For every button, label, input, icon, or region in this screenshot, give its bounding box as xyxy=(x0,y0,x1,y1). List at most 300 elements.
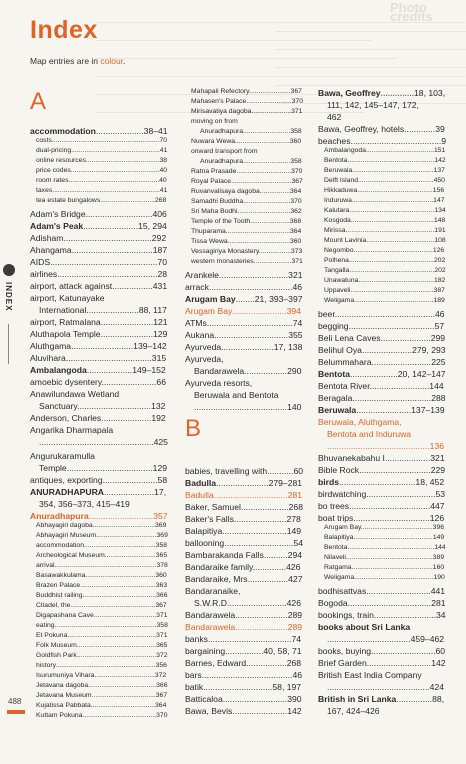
leader-dots: ........................... xyxy=(104,552,156,559)
entry-term: Bandarawela xyxy=(185,622,236,632)
index-entry xyxy=(39,499,130,509)
index-subentry xyxy=(324,544,446,551)
leader-dots: .......................... xyxy=(373,610,436,620)
index-subentry xyxy=(36,137,167,144)
index-entry xyxy=(185,526,301,536)
index-subentry xyxy=(324,177,445,184)
leader-dots: ................. xyxy=(246,658,287,668)
leader-dots: .................................... xyxy=(66,463,153,473)
entry-term: Beruwala xyxy=(324,167,353,174)
page-reference: 225 xyxy=(431,357,446,367)
index-subentry xyxy=(324,167,445,174)
entry-term: Bambarakanda Falls xyxy=(185,550,264,560)
entry-term: Nilaveli xyxy=(324,554,346,561)
page-reference: 372 xyxy=(154,672,167,679)
entry-term: room rates xyxy=(36,177,69,184)
page-reference: 268 xyxy=(155,197,167,204)
leader-dots: .................................... xyxy=(65,353,152,363)
entry-term: Bible Rock xyxy=(318,465,360,475)
ghost-title: Photo credits xyxy=(390,0,433,24)
leader-dots: ...................................... xyxy=(83,542,156,549)
index-entry xyxy=(30,293,105,303)
leader-dots: ......................... xyxy=(371,357,432,367)
leader-dots: .......................................... xyxy=(353,247,433,254)
entry-term: Angarika Dharmapala xyxy=(30,425,114,435)
leader-dots: .......................................... xyxy=(76,642,157,649)
entry-term: beer xyxy=(318,309,335,319)
entry-term: begging xyxy=(318,321,349,331)
page-reference: 372 xyxy=(156,652,168,659)
index-subentry xyxy=(324,257,445,264)
entry-term: airport, Ratmalana xyxy=(30,317,101,327)
entry-term: Anuradhapura xyxy=(200,128,244,135)
leader-dots: .......................................... xyxy=(353,534,433,541)
leader-dots: .............................. xyxy=(359,465,431,475)
entry-term: tea estate bungalows xyxy=(36,197,101,204)
leader-dots: ...................... xyxy=(100,329,154,339)
page-reference: 121 xyxy=(153,317,168,327)
ghost-line xyxy=(275,49,466,50)
index-entry xyxy=(30,425,113,435)
page-reference: 360 xyxy=(289,138,302,145)
page-reference: 371 xyxy=(291,258,303,265)
index-entry xyxy=(318,309,445,319)
entry-term: Badulla xyxy=(185,490,214,500)
page-reference: 321 xyxy=(288,270,303,280)
page-reference: 358 xyxy=(155,542,168,549)
index-subentry xyxy=(191,168,302,175)
entry-term: Ratgama xyxy=(324,564,352,571)
leader-dots: ............................................. xyxy=(349,267,435,274)
page-reference: 370 xyxy=(291,168,303,175)
entry-term: Balapitiya xyxy=(185,526,223,536)
index-subentry xyxy=(36,612,168,619)
index-entry xyxy=(39,305,167,315)
entry-term: British in Sri Lanka xyxy=(318,694,397,704)
index-entry xyxy=(185,682,301,692)
index-subentry xyxy=(36,712,167,719)
leader-dots: ................ xyxy=(259,188,290,195)
entry-term: Negombo xyxy=(324,247,354,254)
page-reference: 366 xyxy=(156,592,168,599)
page-reference: 202 xyxy=(434,267,446,274)
entry-term: ANURADHAPURA xyxy=(30,487,104,497)
map-entries-note xyxy=(30,56,125,66)
leader-dots: ............................................. xyxy=(50,257,158,267)
index-entry xyxy=(39,463,167,473)
leader-dots: ............................. xyxy=(218,270,289,280)
index-subentry xyxy=(36,592,167,599)
index-subentry xyxy=(36,622,168,629)
entry-term: International xyxy=(39,305,87,315)
entry-term: Buddhist railing xyxy=(36,592,83,599)
page-reference: 360 xyxy=(155,572,167,579)
entry-term: Archeological Museum xyxy=(36,552,105,559)
page-reference: 459–462 xyxy=(410,634,445,644)
index-subentry xyxy=(36,157,167,164)
entry-term: accommodation xyxy=(30,126,96,136)
entry-term: Bhuvanekabahu I xyxy=(318,453,385,463)
page-reference: 46 xyxy=(292,282,303,292)
entry-term: Brazen Palace xyxy=(36,582,81,589)
index-entry xyxy=(185,466,303,476)
entry-term: Temple xyxy=(39,463,67,473)
leader-dots: ....................................... xyxy=(82,712,157,719)
leader-dots: ................. xyxy=(258,248,291,255)
index-subentry xyxy=(36,197,166,204)
index-entry xyxy=(318,124,445,134)
entry-term: Beruwala, Aluthgama, xyxy=(318,417,402,427)
index-entry xyxy=(185,610,302,620)
index-entry xyxy=(185,354,224,364)
leader-dots: ................................ xyxy=(96,532,157,539)
leader-dots: ............................. xyxy=(235,138,290,145)
entry-term: Ambalangoda xyxy=(324,147,366,154)
page-number: 488 xyxy=(8,697,22,706)
entry-term: babies, travelling with xyxy=(185,466,268,476)
entry-term: Kalutara xyxy=(324,207,350,214)
leader-dots: .................................. xyxy=(225,228,290,235)
leader-dots: .......................................... xyxy=(57,269,158,279)
leader-dots: ......................... xyxy=(243,198,291,205)
index-entry xyxy=(318,381,444,391)
index-entry xyxy=(318,321,444,331)
entry-term: Weligama xyxy=(324,297,355,304)
entry-term: Folk Museum xyxy=(36,642,77,649)
leader-dots: ............................. xyxy=(224,538,294,548)
index-entry xyxy=(318,501,445,511)
ghost-line xyxy=(95,22,465,23)
entry-term: onward transport from xyxy=(191,148,258,155)
leader-dots: ..................... xyxy=(380,333,431,343)
entry-term: Arugam Bay xyxy=(185,294,236,304)
note-colour-word: colour xyxy=(100,56,124,66)
leader-dots: ............................................... xyxy=(67,632,157,639)
page-reference: 156 xyxy=(432,187,445,194)
entry-term: Mirissa xyxy=(324,227,346,234)
page-reference: 144 xyxy=(429,381,444,391)
leader-dots: ......................................................... xyxy=(51,137,160,144)
entry-term: Bentota xyxy=(318,369,350,379)
index-entry xyxy=(185,574,303,584)
page-reference: 134 xyxy=(434,207,446,214)
index-subentry xyxy=(324,277,445,284)
leader-dots: ....................... xyxy=(101,377,157,387)
note-period: . xyxy=(123,56,126,66)
leader-dots: ........................... xyxy=(222,694,288,704)
index-entry xyxy=(318,405,445,415)
index-subentry xyxy=(36,652,167,659)
index-subentry xyxy=(324,227,446,234)
entry-term: Brief Garden xyxy=(318,658,367,668)
index-entry xyxy=(185,622,302,632)
page-reference: 132 xyxy=(151,401,166,411)
entry-term: Samadhi Buddha xyxy=(191,198,244,205)
leader-dots: ........................................ xyxy=(80,582,156,589)
entry-term: birds xyxy=(318,477,340,487)
page-reference: 18, 103, xyxy=(414,88,446,98)
page-reference: 426 xyxy=(286,562,301,572)
page-reference: 21, 393–397 xyxy=(254,294,303,304)
leader-dots: .................................. xyxy=(90,702,156,709)
leader-dots: ........ xyxy=(235,294,255,304)
page-reference: 160 xyxy=(432,564,445,571)
index-entry xyxy=(185,538,303,548)
entry-term: Bentota xyxy=(324,544,348,551)
page-reference: 367 xyxy=(290,88,302,95)
index-subentry xyxy=(191,118,238,125)
entry-term: Bawa, Geoffrey, hotels xyxy=(318,124,405,134)
index-subentry xyxy=(191,188,301,195)
entry-term: boat trips xyxy=(318,513,354,523)
page-reference: 364 xyxy=(155,702,167,709)
leader-dots: .................................... xyxy=(365,147,434,154)
page-reference: 18, 452 xyxy=(415,477,445,487)
leader-dots: ............................... xyxy=(214,330,289,340)
page-reference: 292 xyxy=(151,233,167,243)
page-reference: 370 xyxy=(291,98,303,105)
leader-dots: ................................. xyxy=(93,612,157,619)
entry-term: AIDS xyxy=(30,257,51,267)
leader-dots: .......................................... xyxy=(76,652,157,659)
leader-dots: ..................... xyxy=(104,487,155,497)
page-reference: 289 xyxy=(287,610,303,620)
page-reference: 39 xyxy=(435,124,445,134)
page-reference: 182 xyxy=(433,277,446,284)
page-reference: 149 xyxy=(286,526,302,536)
leader-dots: ...................... xyxy=(235,622,288,632)
leader-dots: ....................... xyxy=(231,306,287,316)
index-subentry xyxy=(36,167,167,174)
entry-term: Thuparama xyxy=(191,228,226,235)
entry-term: Ruvanvalisaya dagoba xyxy=(191,188,260,195)
entry-term: bars xyxy=(185,670,202,680)
leader-dots: ................ xyxy=(225,646,264,656)
leader-dots: ...................................... xyxy=(360,524,433,531)
page-reference: 9 xyxy=(441,136,447,146)
entry-term: Beli Lena Caves xyxy=(318,333,381,343)
leader-dots: ........................... xyxy=(222,526,287,536)
leader-dots: ...................................... xyxy=(201,670,293,680)
leader-dots: ...................... xyxy=(100,317,154,327)
page-reference: 387 xyxy=(433,287,445,294)
index-entry xyxy=(185,270,303,280)
index-entry xyxy=(318,622,410,632)
leader-dots: ......................................................... xyxy=(52,187,160,194)
page-reference: 363 xyxy=(155,582,168,589)
leader-dots: ..................................... xyxy=(63,233,152,243)
index-subentry xyxy=(324,187,444,194)
page-reference: 356 xyxy=(155,662,167,669)
leader-dots: ................................... xyxy=(327,634,411,644)
page-reference: 126 xyxy=(432,247,445,254)
index-entry xyxy=(30,329,167,339)
page-reference: 365 xyxy=(156,642,168,649)
index-subentry xyxy=(36,542,167,549)
ghost-line xyxy=(275,85,466,86)
index-entry xyxy=(185,282,302,292)
index-subentry xyxy=(191,228,301,235)
entry-term: Aluvihara xyxy=(30,353,66,363)
page-reference: 17, 138 xyxy=(273,342,303,352)
leader-dots: ................. xyxy=(112,281,153,291)
entry-term: books about Sri Lanka xyxy=(318,622,411,632)
entry-term: Batticaloa xyxy=(185,694,223,704)
entry-term: Uppaveli xyxy=(324,287,351,294)
page-reference: 129 xyxy=(153,329,168,339)
index-subentry xyxy=(36,572,167,579)
entry-term: birdwatching xyxy=(318,489,367,499)
leader-dots: ...................................... xyxy=(350,136,442,146)
index-entry xyxy=(194,390,279,400)
page-reference: 367 xyxy=(291,178,303,185)
entry-term: British East India Company xyxy=(318,670,422,680)
page-reference: 41 xyxy=(159,187,168,194)
leader-dots: ............................. xyxy=(100,197,156,204)
index-entry xyxy=(185,490,302,500)
page-reference: 281 xyxy=(287,490,303,500)
entry-term: Bentota and Induruwa xyxy=(327,429,412,439)
index-subentry xyxy=(36,642,167,649)
entry-term: ATMs xyxy=(185,318,207,328)
index-entry xyxy=(30,257,167,267)
entry-term: Baker, Samuel xyxy=(185,502,241,512)
entry-term: Royal Palace xyxy=(191,178,232,185)
leader-dots: ................................. xyxy=(92,522,156,529)
page-reference: 142 xyxy=(431,658,446,668)
leader-dots: .............. xyxy=(380,88,415,98)
entry-term: Arugam Bay xyxy=(185,306,232,316)
page-reference: 358 xyxy=(290,158,302,165)
page-reference: 142 xyxy=(434,157,446,164)
page-reference: 371 xyxy=(291,108,303,115)
entry-term: Induruwa xyxy=(324,197,352,204)
page-reference: 88, xyxy=(432,694,445,704)
entry-term: Kujatissa Pabbata xyxy=(36,702,91,709)
leader-dots: ........................................... xyxy=(327,441,430,451)
index-subentry xyxy=(36,562,168,569)
leader-dots: ................................ xyxy=(353,513,430,523)
entry-term: Anawilundawa Wetland xyxy=(30,389,120,399)
entry-term: banks xyxy=(185,634,208,644)
leader-dots: ................................. xyxy=(352,393,432,403)
leader-dots: ..................... xyxy=(101,413,152,423)
index-subentry xyxy=(324,287,445,294)
leader-dots: ........................................ xyxy=(358,277,434,284)
page-reference: 136 xyxy=(429,441,445,451)
index-subentry xyxy=(324,524,444,531)
entry-term: Ayurveda xyxy=(185,342,222,352)
leader-dots: ................. xyxy=(247,574,289,584)
entry-term: books, buying xyxy=(318,646,372,656)
index-entry xyxy=(327,441,444,451)
entry-term: Beruwala xyxy=(318,405,357,415)
index-subentry xyxy=(191,238,301,245)
page-reference: 137–139 xyxy=(411,405,445,415)
entry-term: Badulla xyxy=(185,478,217,488)
page-reference: 447 xyxy=(430,501,445,511)
index-subentry xyxy=(191,208,302,215)
section-tab xyxy=(3,264,15,312)
section-letter: B xyxy=(185,415,202,442)
entry-term: Bawa, Geoffrey xyxy=(318,88,381,98)
page-reference: 321 xyxy=(430,453,445,463)
index-entry xyxy=(318,610,446,620)
index-subentry xyxy=(324,217,445,224)
entry-term: Citadel, the xyxy=(36,602,71,609)
leader-dots: ............................... xyxy=(77,401,152,411)
index-subentry xyxy=(324,297,445,304)
entry-term: 167, 424–426 xyxy=(327,706,380,716)
entry-term: price codes xyxy=(36,167,71,174)
index-entry xyxy=(30,511,168,521)
entry-term: Hikkaduwa xyxy=(324,187,358,194)
page-reference: 369 xyxy=(156,532,168,539)
entry-term: Sanctuary xyxy=(39,401,78,411)
note-text: Map entries are in xyxy=(30,56,101,66)
page-reference: 189 xyxy=(433,297,445,304)
leader-dots: ................... xyxy=(384,453,431,463)
entry-term: bodhisattvas xyxy=(318,586,367,596)
tab-divider xyxy=(8,324,9,364)
leader-dots: .................................... xyxy=(88,682,157,689)
index-subentry xyxy=(200,158,302,165)
page-reference: 367 xyxy=(155,602,167,609)
index-subentry xyxy=(36,702,166,709)
entry-term: Balapitiya xyxy=(324,534,354,541)
index-entry xyxy=(318,477,444,487)
index-subentry xyxy=(191,248,302,255)
entry-term: Anuradhapura xyxy=(30,511,89,521)
entry-term: Digapashana Cave xyxy=(36,612,94,619)
leader-dots: ............................ xyxy=(85,209,153,219)
entry-term: Unawatuna xyxy=(324,277,359,284)
leader-dots: ............................ xyxy=(237,208,291,215)
leader-dots: ..................... xyxy=(361,345,413,355)
page-reference: 38–41 xyxy=(143,126,168,136)
page-reference: 369 xyxy=(155,522,167,529)
index-subentry xyxy=(324,197,445,204)
page-reference: 362 xyxy=(290,208,302,215)
index-entry xyxy=(327,112,341,122)
page-reference: 140 xyxy=(287,402,302,412)
page-reference: 147 xyxy=(433,197,445,204)
page-reference: 268 xyxy=(286,658,302,668)
entry-term: Bentota xyxy=(324,157,348,164)
leader-dots: ................................. xyxy=(227,238,290,245)
index-subentry xyxy=(191,258,303,265)
page-reference: 378 xyxy=(156,562,168,569)
index-entry xyxy=(318,417,402,427)
page-reference: 142 xyxy=(287,706,302,716)
entry-term: 111, 142, 145–147, 172, xyxy=(327,100,419,110)
leader-dots: .............................................. xyxy=(345,554,433,561)
entry-term: western monasteries xyxy=(191,258,254,265)
ghost-line xyxy=(275,31,466,32)
index-entry xyxy=(318,489,445,499)
index-entry xyxy=(30,353,166,363)
entry-term: Tangalla xyxy=(324,267,350,274)
entry-term: history xyxy=(36,662,56,669)
index-entry xyxy=(318,513,444,523)
page-reference: 358 xyxy=(290,128,302,135)
index-entry xyxy=(30,487,166,497)
entry-term: Beragala xyxy=(318,393,353,403)
leader-dots: ............................................ xyxy=(350,217,434,224)
entry-term: Temple of the Tooth xyxy=(191,218,251,225)
leader-dots: ............... xyxy=(396,694,433,704)
entry-term: bargaining xyxy=(185,646,226,656)
